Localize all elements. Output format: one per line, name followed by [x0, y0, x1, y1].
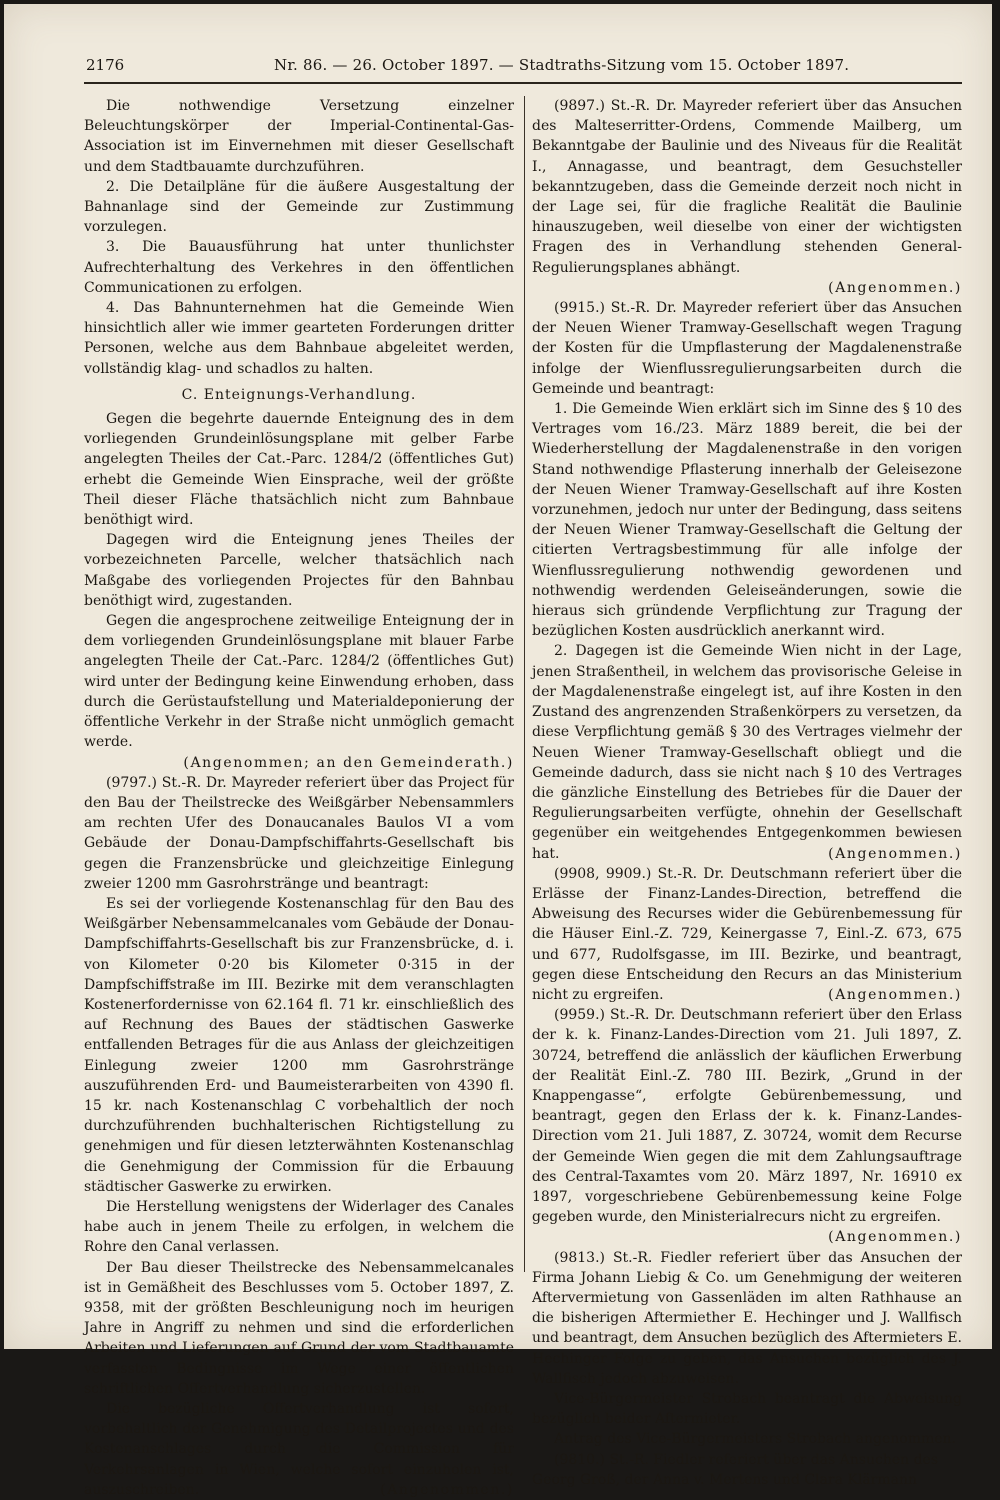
paragraph-text: Gegen die angesprochene zeitweilige Enteignung der in dem vorliegenden Grundeinlösungsplane mit blauer Farbe angelegten Theile der Cat.-Parc. 1284/2 (öffentliches Gut) wird unter der Bedingung keine Einwendung erhoben, dass durch die Gerüstaufstellung und Materialdeponierung der öffentliche Verkehr in der Straße nicht unmöglich gemacht werde. [84, 613, 514, 751]
paragraph-text: (9959.) St.-R. Dr. Deutschmann referiert über den Erlass der k. k. Finanz-Landes-Direction vom 21. Juli 1897, Z. 30724, betreffend die anlässlich der käuflichen Erwerbung der Realität Einl.-Z. 780 III. Bezirk, „Grund in der Knappengasse“, erfolgte Gebürenbemessung, und beantragt, gegen den Erlass der k. k. Finanz-Landes-Direction vom 21. Juli 1887, Z. 30724, womit dem Recurse der Gemeinde Wien gegen die mit dem Zahlungsauftrage des Central-Taxamtes vom 20. März 1897, Nr. 16910 ex 1897, vorgeschriebene Gebürenbemessung keine Folge gegeben wurde, den Ministerialrecurs nicht zu ergreifen. [532, 1007, 962, 1226]
paragraph [532, 1450, 962, 1490]
paragraph [84, 530, 514, 611]
paragraph-text: 1. Die Gemeinde Wien erklärt sich im Sinne des § 10 des Vertrages vom 16./23. März 1889 bereit, die bei der Wiederherstellung der Magdalenenstraße in den vorigen Stand nothwendige Pflasterung innerhalb der Geleisezone der Neuen Wiener Tramway-Gesellschaft auf ihre Kosten vorzunehmen, jedoch nur unter der Bedingung, dass seitens der Neuen Wiener Tramway-Gesellschaft die Geltung der citierten Vertragsbestimmung für alle infolge der Wienflussregulierung nothwendig gewordenen und nothwendig werdenden Geleiseänderungen, sowie die hieraus sich gründende Verpflichtung zur Tragung der bezüglichen Kosten ausdrücklich anerkannt wird. [532, 401, 962, 640]
paragraph [532, 641, 962, 863]
paragraph [532, 96, 962, 278]
paragraph-text: Es sei der vorliegende Kostenanschlag für den Bau des Weißgärber Nebensammelcanales vom Gebäude der Donau-Dampfschiffahrts-Gesellschaft bis zur Franzensbrücke, d. i. von Kilometer 0·20 bis Kilometer 0·315 in der Dampfschiffstraße im III. Bezirke mit dem veranschlagten Kostenerfordernisse von 62.164 fl. 71 kr. einschließlich des auf Rechnung des Baues der städtischen Gaswerke entfallenden Betrages für die aus Anlass der gleichzeitigen Einlegung zweier 1200 mm Gasrohrstränge auszuführenden Erd- und Baumeisterarbeiten von 4390 fl. 15 kr. nach Kostenanschlag C vorbehaltlich der noch durchzuführenden buchhalterischen Richtigstellung zu genehmigen und für diesen letzterwähnten Kostenanschlag die Genehmigung der Commission für die Erbauung städtischer Gaswerke zu erwirken. [84, 895, 514, 1195]
paragraph [84, 298, 514, 379]
resolution-note: (Angenommen.) [828, 845, 962, 862]
paragraph [84, 894, 514, 1197]
paragraph [532, 1005, 962, 1247]
paragraph [84, 1197, 514, 1258]
paragraph-text: Vice-Bürgermeister Strobach beantragt die Abweisung bezüglich beider Aftermieter. [532, 1391, 962, 1428]
paragraph-text: (9797.) St.-R. Dr. Mayreder referiert über das Project für den Bau der Theilstrecke des Weißgärber Nebensammlers am rechten Ufer des Donaucanales Baulos VI a vom Gebäude der Donau-Dampfschiffahrts-Gesellschaft bis gegen die Franzensbrücke und gleichzeitige Einlegung zweier 1200 mm Gasrohrstränge und beantragt: [84, 774, 514, 892]
paragraph [84, 1399, 514, 1500]
paragraph [532, 1389, 962, 1429]
paragraph-text: 4. Das Bahnunternehmen hat die Gemeinde Wien hinsichtlich aller wie immer gearteten Forderungen dritter Personen, welche aus dem Bahnbaue abgeleitet werden, vollständig klag- und schadlos zu halten. [84, 300, 514, 377]
paragraph [532, 298, 962, 399]
paragraph [532, 864, 962, 1005]
paragraph [84, 773, 514, 894]
paragraph [84, 611, 514, 752]
paragraph-text: Gegen die begehrte dauernde Enteignung des in dem vorliegenden Grundeinlösungsplane mit gelber Farbe angelegten Theiles der Cat.-Parc. 1284/2 (öffentliches Gut) erhebt die Gemeinde Wien Einsprache, weil der größte Theil dieser Fläche thatsächlich nicht zum Bahnbaue benöthigt wird. [84, 411, 514, 529]
paragraph [84, 385, 514, 405]
paragraph [84, 237, 514, 298]
paragraph-text: Die Herstellung wenigstens der Widerlager des Canales habe auch in jenem Theile zu erfolgen, in welchem die Rohre den Canal verlassen. [84, 1198, 514, 1256]
column-divider [524, 96, 525, 1272]
header-rule [84, 82, 962, 84]
paragraph [84, 177, 514, 238]
newspaper-page [4, 4, 992, 1498]
paragraph-text: Die nothwendige Versetzung einzelner Beleuchtungskörper der Imperial-Continental-Gas-Association ist im Einvernehmen mit dieser Gesellschaft und dem Stadtbauamte durchzuführen. [84, 98, 514, 175]
paragraph-text: (9813.) St.-R. Fiedler referiert über das Ansuchen der Firma Johann Liebig & Co. um Genehmigung der weiteren Aftervermietung von Gassenläden im alten Rathhause an die bisherigen Aftermiether E. Hechinger und J. Wallfisch und beantragt, dem Ansuchen bezüglich des Aftermieters E. Hechinger Folge zu geben, das Ansuchen bezüglich des J. Wallfisch jedoch abzuweisen. [532, 1249, 962, 1387]
paragraph-text: Dagegen wird die Enteignung jenes Theiles der vorbezeichneten Parcelle, welcher thatsächlich nach Maßgabe des vorliegenden Projectes für den Bahnbau benöthigt wird, zugestanden. [84, 532, 514, 609]
paragraph [84, 96, 514, 177]
paragraph-text: Die bezügliche Offertverhandlung ist sofort, vorbehaltlich der Genehmigung des Detailprojectes und des Kostenanschlages durch die Commission für Verkehrsanlagen in Wien, welche sofort einzuholen ist, auszuschreiben. [84, 1401, 514, 1498]
paragraph [84, 409, 514, 530]
paragraph-text: C. Enteignungs-Verhandlung. [181, 386, 417, 403]
paragraph-text: 3. Die Bauausführung hat unter thunlichster Aufrechterhaltung des Verkehres in den öffentlichen Communicationen zu erfolgen. [84, 239, 514, 296]
paragraph-text: Der Bau dieser Theilstrecke des Nebensammelcanales ist in Gemäßheit des Beschlusses vom 5. October 1897, Z. 9358, mit der größten Beschleunigung noch im heurigen Jahre in Angriff zu nehmen und sind die erforderlichen Arbeiten und Lieferungen auf Grund der vom Stadtbauamte verfassten Bedingnisse im Wege einer öffentlichen schriftlichen Offertverhandlung sicherzustellen. [84, 1259, 514, 1397]
paragraph-text: 2. Dagegen ist die Gemeinde Wien nicht in der Lage, jenen Straßentheil, in welchem das provisorische Geleise in der Magdalenenstraße eingelegt ist, auf ihre Kosten in den Zustand des angrenzenden Straßenkörpers zu versetzen, da diese Verpflichtung gemäß § 30 des Vertrages vielmehr der Neuen Wiener Tramway-Gesellschaft obliegt und die Gemeinde dadurch, dass sie nicht nach § 10 des Vertrages die gänzliche Einstellung des Betriebes für die Dauer der Regulierungsarbeiten verfügte, ohnehin der Gesellschaft gegenüber ein weitgehendes Entgegenkommen bewiesen hat. [532, 643, 962, 862]
resolution-note: (Angenommen.) [828, 1229, 962, 1246]
paragraph [84, 1258, 514, 1399]
paragraph [532, 1248, 962, 1389]
resolution-note: (Angenommen.) [828, 986, 962, 1003]
paragraph-text: (9908, 9909.) St.-R. Dr. Deutschmann referiert über die Erlässe der Finanz-Landes-Direction, betreffend die Abweisung des Recurses wider die Gebürenbemessung für die Häuser Einl.-Z. 729, Keinergasse 7, Einl.-Z. 673, 675 und 677, Rudolfsgasse, im III. Bezirke, und beantragt, gegen diese Entscheidung den Recurs an das Ministerium nicht zu ergreifen. [532, 865, 962, 1003]
paragraph [84, 753, 514, 773]
paragraph [532, 399, 962, 641]
paragraph-text: 2. Die Detailpläne für die äußere Ausgestaltung der Bahnanlage sind der Gemeinde zur Zustimmung vorzulegen. [84, 178, 514, 236]
resolution-note: (Angenommen.) [380, 1481, 514, 1498]
paragraph-text: (9915.) St.-R. Dr. Mayreder referiert über das Ansuchen der Neuen Wiener Tramway-Gesellschaft wegen Tragung der Kosten für die Umpflasterung der Magdalenenstraße infolge der Wienflussregulierungsarbeiten durch die Gemeinde und beantragt: [532, 300, 962, 397]
paragraph-text: (Angenommen.) [828, 279, 962, 296]
running-title: Nr. 86. — 26. October 1897. — Stadtraths-Sitzung vom 15. October 1897. [274, 56, 850, 74]
paragraph [532, 1429, 962, 1449]
paragraph-text: Antrag des Vice-Bürgermeisters Strobach angenommen. [554, 1431, 956, 1448]
right-column [532, 96, 962, 1490]
left-column [84, 96, 514, 1500]
page-number: 2176 [86, 56, 125, 74]
paragraph-text: (9897.) St.-R. Dr. Mayreder referiert über das Ansuchen des Malteserritter-Ordens, Commende Mailberg, um Bekanntgabe der Baulinie und des Niveaus für die Realität I., Annagasse, und beantragt, dem Gesuchsteller bekanntzugeben, dass die Gemeinde derzeit noch nicht in der Lage sei, für die fragliche Realität die Baulinie hinauszugeben, weil dieselbe von einer der wichtigsten Fragen des in Verhandlung stehenden General-Regulierungsplanes abhängt. [532, 98, 962, 276]
page-header [84, 54, 964, 78]
paragraph-text: (Angenommen; an den Gemeinderath.) [183, 754, 514, 771]
paragraph [532, 278, 962, 298]
paragraph-text: (9810.) St.-R. Fiedler referiert über das Ansuchen des Georg Groß, der Anna v. Mertens und Clara Klärmann [532, 1451, 939, 1488]
